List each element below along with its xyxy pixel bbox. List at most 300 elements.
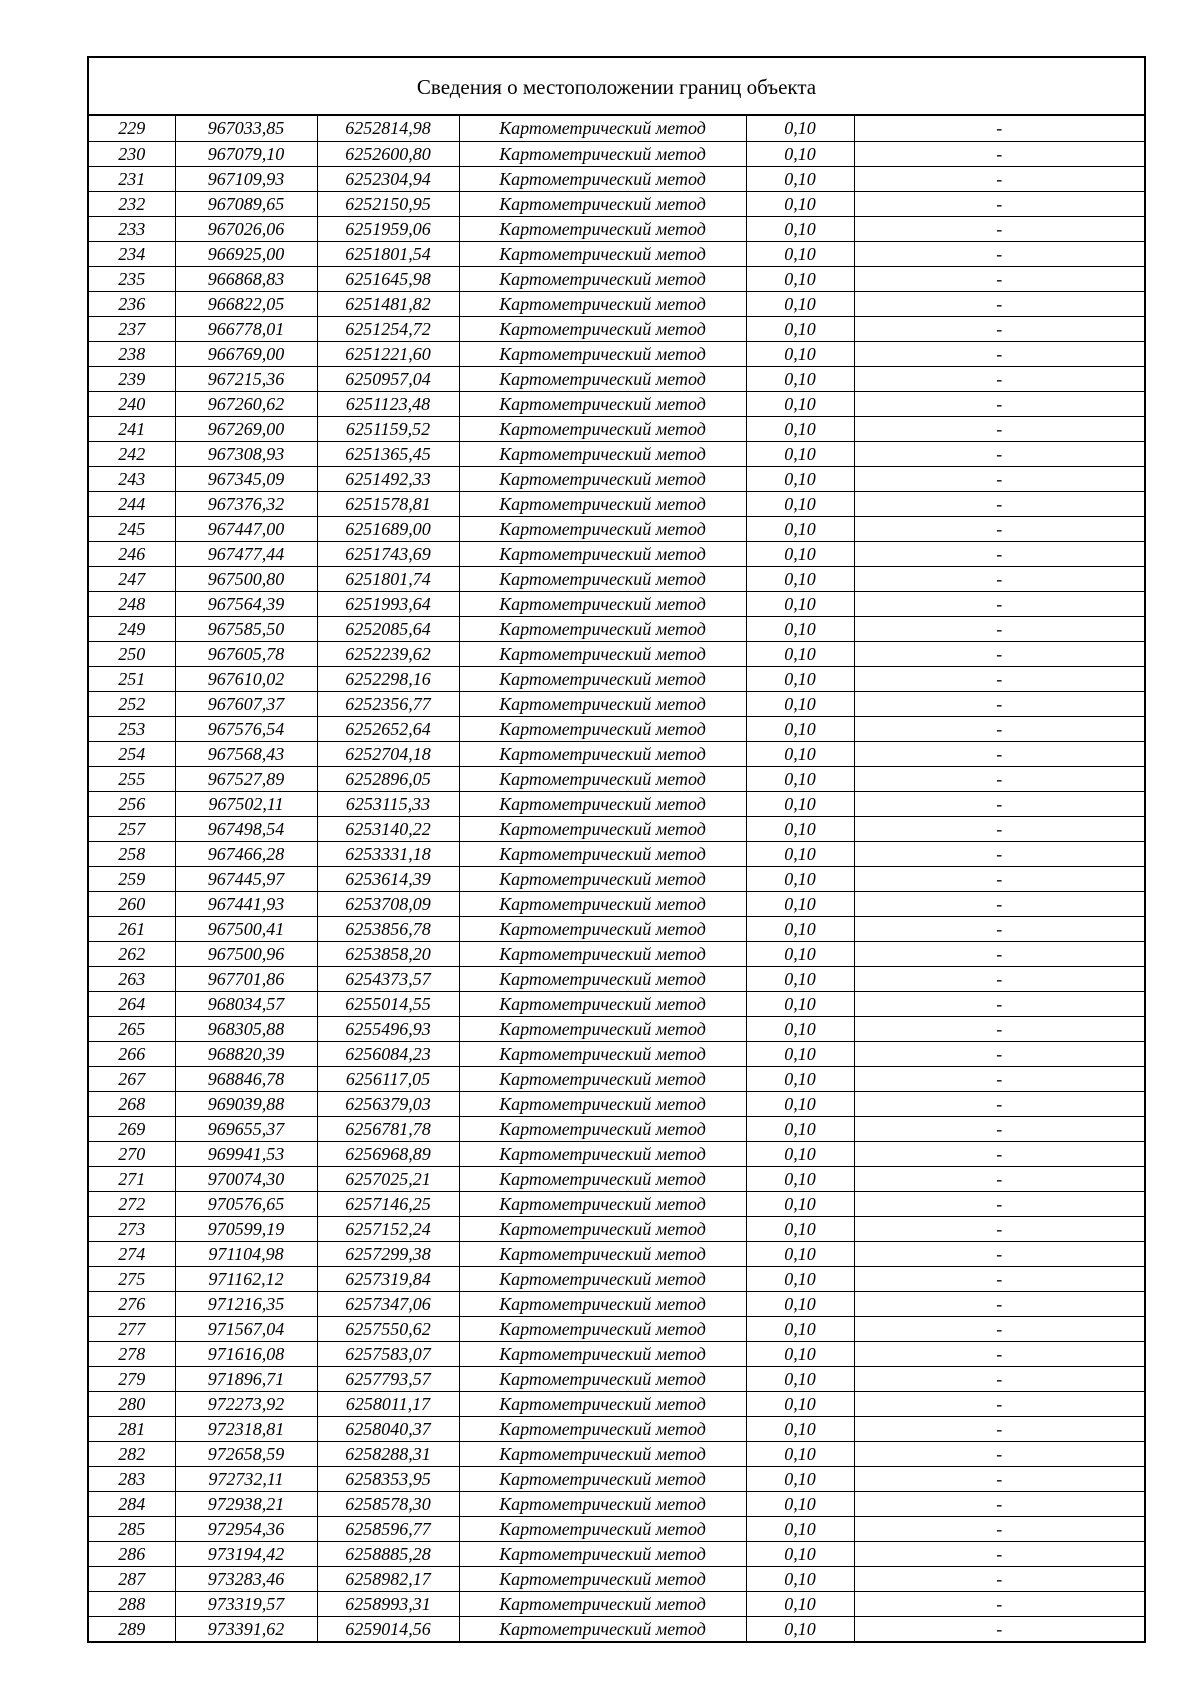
point-number-cell: 263 [89,966,175,991]
accuracy-cell: 0,10 [746,916,854,941]
y-coordinate-cell: 6252814,98 [317,116,459,141]
point-number-cell: 253 [89,716,175,741]
method-cell: Картометрический метод [459,841,746,866]
y-coordinate-cell: 6251221,60 [317,341,459,366]
accuracy-cell: 0,10 [746,441,854,466]
point-number-cell: 241 [89,416,175,441]
table-row [89,216,1144,241]
x-coordinate-cell: 966769,00 [175,341,317,366]
table-row [89,1266,1144,1291]
point-number-cell: 288 [89,1591,175,1616]
x-coordinate-cell: 967376,32 [175,491,317,516]
table-row [89,766,1144,791]
point-number-cell: 280 [89,1391,175,1416]
accuracy-cell: 0,10 [746,1191,854,1216]
y-coordinate-cell: 6257550,62 [317,1316,459,1341]
y-coordinate-cell: 6253331,18 [317,841,459,866]
y-coordinate-cell: 6257152,24 [317,1216,459,1241]
y-coordinate-cell: 6251481,82 [317,291,459,316]
table-row [89,641,1144,666]
accuracy-cell: 0,10 [746,1591,854,1616]
y-coordinate-cell: 6256968,89 [317,1141,459,1166]
x-coordinate-cell: 967033,85 [175,116,317,141]
method-cell: Картометрический метод [459,666,746,691]
point-number-cell: 275 [89,1266,175,1291]
table-row [89,1566,1144,1591]
table-row [89,341,1144,366]
note-cell: - [854,666,1144,691]
accuracy-cell: 0,10 [746,491,854,516]
x-coordinate-cell: 972732,11 [175,1466,317,1491]
method-cell: Картометрический метод [459,1541,746,1566]
x-coordinate-cell: 967500,41 [175,916,317,941]
note-cell: - [854,991,1144,1016]
method-cell: Картометрический метод [459,541,746,566]
y-coordinate-cell: 6251578,81 [317,491,459,516]
point-number-cell: 289 [89,1616,175,1641]
table-row [89,1291,1144,1316]
y-coordinate-cell: 6258011,17 [317,1391,459,1416]
y-coordinate-cell: 6257299,38 [317,1241,459,1266]
accuracy-cell: 0,10 [746,866,854,891]
method-cell: Картометрический метод [459,216,746,241]
accuracy-cell: 0,10 [746,841,854,866]
table-row [89,1216,1144,1241]
x-coordinate-cell: 966778,01 [175,316,317,341]
table-row [89,1116,1144,1141]
y-coordinate-cell: 6257347,06 [317,1291,459,1316]
table-row [89,1416,1144,1441]
y-coordinate-cell: 6257583,07 [317,1341,459,1366]
y-coordinate-cell: 6253614,39 [317,866,459,891]
point-number-cell: 267 [89,1066,175,1091]
table-row [89,1141,1144,1166]
table-row [89,1491,1144,1516]
y-coordinate-cell: 6258993,31 [317,1591,459,1616]
table-row [89,1016,1144,1041]
table-row [89,1066,1144,1091]
table-row [89,1616,1144,1641]
note-cell: - [854,1266,1144,1291]
table-row [89,266,1144,291]
accuracy-cell: 0,10 [746,666,854,691]
y-coordinate-cell: 6251689,00 [317,516,459,541]
table-row [89,691,1144,716]
method-cell: Картометрический метод [459,1466,746,1491]
table-row [89,1541,1144,1566]
point-number-cell: 276 [89,1291,175,1316]
y-coordinate-cell: 6251254,72 [317,316,459,341]
method-cell: Картометрический метод [459,1516,746,1541]
table-row [89,366,1144,391]
point-number-cell: 286 [89,1541,175,1566]
y-coordinate-cell: 6255496,93 [317,1016,459,1041]
accuracy-cell: 0,10 [746,1266,854,1291]
x-coordinate-cell: 969039,88 [175,1091,317,1116]
y-coordinate-cell: 6258596,77 [317,1516,459,1541]
note-cell: - [854,1341,1144,1366]
x-coordinate-cell: 967527,89 [175,766,317,791]
accuracy-cell: 0,10 [746,316,854,341]
y-coordinate-cell: 6251492,33 [317,466,459,491]
point-number-cell: 269 [89,1116,175,1141]
point-number-cell: 236 [89,291,175,316]
point-number-cell: 251 [89,666,175,691]
y-coordinate-cell: 6251159,52 [317,416,459,441]
point-number-cell: 239 [89,366,175,391]
y-coordinate-cell: 6257793,57 [317,1366,459,1391]
method-cell: Картометрический метод [459,416,746,441]
method-cell: Картометрический метод [459,1191,746,1216]
method-cell: Картометрический метод [459,266,746,291]
x-coordinate-cell: 967345,09 [175,466,317,491]
note-cell: - [854,691,1144,716]
y-coordinate-cell: 6256379,03 [317,1091,459,1116]
accuracy-cell: 0,10 [746,1566,854,1591]
y-coordinate-cell: 6252600,80 [317,141,459,166]
y-coordinate-cell: 6253115,33 [317,791,459,816]
method-cell: Картометрический метод [459,616,746,641]
table-row [89,916,1144,941]
point-number-cell: 257 [89,816,175,841]
point-number-cell: 262 [89,941,175,966]
accuracy-cell: 0,10 [746,941,854,966]
method-cell: Картометрический метод [459,766,746,791]
point-number-cell: 278 [89,1341,175,1366]
x-coordinate-cell: 966868,83 [175,266,317,291]
accuracy-cell: 0,10 [746,716,854,741]
x-coordinate-cell: 967269,00 [175,416,317,441]
x-coordinate-cell: 967089,65 [175,191,317,216]
note-cell: - [854,241,1144,266]
y-coordinate-cell: 6251993,64 [317,591,459,616]
y-coordinate-cell: 6255014,55 [317,991,459,1016]
point-number-cell: 238 [89,341,175,366]
x-coordinate-cell: 968034,57 [175,991,317,1016]
y-coordinate-cell: 6252356,77 [317,691,459,716]
note-cell: - [854,1466,1144,1491]
point-number-cell: 261 [89,916,175,941]
x-coordinate-cell: 973194,42 [175,1541,317,1566]
note-cell: - [854,816,1144,841]
note-cell: - [854,216,1144,241]
point-number-cell: 282 [89,1441,175,1466]
table-row [89,591,1144,616]
x-coordinate-cell: 966925,00 [175,241,317,266]
method-cell: Картометрический метод [459,941,746,966]
point-number-cell: 249 [89,616,175,641]
note-cell: - [854,1566,1144,1591]
note-cell: - [854,766,1144,791]
x-coordinate-cell: 970599,19 [175,1216,317,1241]
point-number-cell: 250 [89,641,175,666]
accuracy-cell: 0,10 [746,1116,854,1141]
method-cell: Картометрический метод [459,1416,746,1441]
method-cell: Картометрический метод [459,516,746,541]
note-cell: - [854,566,1144,591]
method-cell: Картометрический метод [459,1316,746,1341]
method-cell: Картометрический метод [459,441,746,466]
point-number-cell: 266 [89,1041,175,1066]
point-number-cell: 256 [89,791,175,816]
y-coordinate-cell: 6258288,31 [317,1441,459,1466]
x-coordinate-cell: 972318,81 [175,1416,317,1441]
note-cell: - [854,266,1144,291]
method-cell: Картометрический метод [459,1366,746,1391]
method-cell: Картометрический метод [459,1341,746,1366]
accuracy-cell: 0,10 [746,1491,854,1516]
accuracy-cell: 0,10 [746,766,854,791]
x-coordinate-cell: 967564,39 [175,591,317,616]
accuracy-cell: 0,10 [746,1066,854,1091]
accuracy-cell: 0,10 [746,216,854,241]
x-coordinate-cell: 968820,39 [175,1041,317,1066]
document-title: Сведения о местоположении границ объекта [89,58,1144,116]
x-coordinate-cell: 967260,62 [175,391,317,416]
y-coordinate-cell: 6251645,98 [317,266,459,291]
x-coordinate-cell: 971896,71 [175,1366,317,1391]
note-cell: - [854,141,1144,166]
note-cell: - [854,1416,1144,1441]
table-row [89,1341,1144,1366]
method-cell: Картометрический метод [459,291,746,316]
point-number-cell: 245 [89,516,175,541]
y-coordinate-cell: 6253708,09 [317,891,459,916]
y-coordinate-cell: 6252304,94 [317,166,459,191]
point-number-cell: 277 [89,1316,175,1341]
table-row [89,1241,1144,1266]
x-coordinate-cell: 967477,44 [175,541,317,566]
note-cell: - [854,591,1144,616]
table-row [89,1166,1144,1191]
method-cell: Картометрический метод [459,1291,746,1316]
x-coordinate-cell: 967215,36 [175,366,317,391]
note-cell: - [854,191,1144,216]
x-coordinate-cell: 971567,04 [175,1316,317,1341]
note-cell: - [854,891,1144,916]
method-cell: Картометрический метод [459,891,746,916]
table-row [89,1041,1144,1066]
y-coordinate-cell: 6252239,62 [317,641,459,666]
method-cell: Картометрический метод [459,166,746,191]
y-coordinate-cell: 6256084,23 [317,1041,459,1066]
note-cell: - [854,441,1144,466]
y-coordinate-cell: 6257146,25 [317,1191,459,1216]
method-cell: Картометрический метод [459,1441,746,1466]
note-cell: - [854,291,1144,316]
y-coordinate-cell: 6252298,16 [317,666,459,691]
x-coordinate-cell: 966822,05 [175,291,317,316]
accuracy-cell: 0,10 [746,1391,854,1416]
point-number-cell: 247 [89,566,175,591]
boundary-table-document [87,56,1146,1643]
note-cell: - [854,1591,1144,1616]
point-number-cell: 287 [89,1566,175,1591]
method-cell: Картометрический метод [459,1141,746,1166]
point-number-cell: 284 [89,1491,175,1516]
table-row [89,891,1144,916]
point-number-cell: 273 [89,1216,175,1241]
x-coordinate-cell: 967502,11 [175,791,317,816]
x-coordinate-cell: 967308,93 [175,441,317,466]
accuracy-cell: 0,10 [746,991,854,1016]
y-coordinate-cell: 6251123,48 [317,391,459,416]
accuracy-cell: 0,10 [746,1441,854,1466]
accuracy-cell: 0,10 [746,1616,854,1641]
y-coordinate-cell: 6257319,84 [317,1266,459,1291]
y-coordinate-cell: 6251743,69 [317,541,459,566]
accuracy-cell: 0,10 [746,891,854,916]
note-cell: - [854,1141,1144,1166]
table-row [89,791,1144,816]
method-cell: Картометрический метод [459,591,746,616]
accuracy-cell: 0,10 [746,691,854,716]
point-number-cell: 242 [89,441,175,466]
point-number-cell: 272 [89,1191,175,1216]
table-row [89,191,1144,216]
point-number-cell: 248 [89,591,175,616]
table-row [89,1366,1144,1391]
y-coordinate-cell: 6252150,95 [317,191,459,216]
point-number-cell: 268 [89,1091,175,1116]
table-row [89,1516,1144,1541]
x-coordinate-cell: 967109,93 [175,166,317,191]
table-row [89,491,1144,516]
table-row [89,141,1144,166]
x-coordinate-cell: 972938,21 [175,1491,317,1516]
table-row [89,1091,1144,1116]
note-cell: - [854,166,1144,191]
note-cell: - [854,916,1144,941]
method-cell: Картометрический метод [459,566,746,591]
table-row [89,1316,1144,1341]
note-cell: - [854,1316,1144,1341]
accuracy-cell: 0,10 [746,366,854,391]
accuracy-cell: 0,10 [746,516,854,541]
method-cell: Картометрический метод [459,391,746,416]
y-coordinate-cell: 6252085,64 [317,616,459,641]
point-number-cell: 271 [89,1166,175,1191]
point-number-cell: 279 [89,1366,175,1391]
y-coordinate-cell: 6253140,22 [317,816,459,841]
accuracy-cell: 0,10 [746,191,854,216]
x-coordinate-cell: 967605,78 [175,641,317,666]
x-coordinate-cell: 967466,28 [175,841,317,866]
note-cell: - [854,1116,1144,1141]
method-cell: Картометрический метод [459,1566,746,1591]
point-number-cell: 246 [89,541,175,566]
note-cell: - [854,1166,1144,1191]
point-number-cell: 270 [89,1141,175,1166]
accuracy-cell: 0,10 [746,1516,854,1541]
note-cell: - [854,1516,1144,1541]
y-coordinate-cell: 6253856,78 [317,916,459,941]
note-cell: - [854,1391,1144,1416]
accuracy-cell: 0,10 [746,291,854,316]
y-coordinate-cell: 6251801,74 [317,566,459,591]
note-cell: - [854,1066,1144,1091]
x-coordinate-cell: 971162,12 [175,1266,317,1291]
accuracy-cell: 0,10 [746,816,854,841]
note-cell: - [854,1366,1144,1391]
table-row [89,541,1144,566]
method-cell: Картометрический метод [459,1241,746,1266]
x-coordinate-cell: 969941,53 [175,1141,317,1166]
table-row [89,316,1144,341]
x-coordinate-cell: 967500,96 [175,941,317,966]
accuracy-cell: 0,10 [746,1216,854,1241]
table-row [89,1591,1144,1616]
y-coordinate-cell: 6258040,37 [317,1416,459,1441]
note-cell: - [854,866,1144,891]
table-row [89,466,1144,491]
accuracy-cell: 0,10 [746,266,854,291]
accuracy-cell: 0,10 [746,466,854,491]
method-cell: Картометрический метод [459,366,746,391]
note-cell: - [854,716,1144,741]
note-cell: - [854,641,1144,666]
accuracy-cell: 0,10 [746,566,854,591]
accuracy-cell: 0,10 [746,141,854,166]
note-cell: - [854,741,1144,766]
point-number-cell: 252 [89,691,175,716]
table-row [89,741,1144,766]
method-cell: Картометрический метод [459,1016,746,1041]
accuracy-cell: 0,10 [746,1541,854,1566]
y-coordinate-cell: 6252652,64 [317,716,459,741]
accuracy-cell: 0,10 [746,1416,854,1441]
x-coordinate-cell: 967447,00 [175,516,317,541]
point-number-cell: 258 [89,841,175,866]
note-cell: - [854,1216,1144,1241]
y-coordinate-cell: 6256781,78 [317,1116,459,1141]
point-number-cell: 283 [89,1466,175,1491]
accuracy-cell: 0,10 [746,641,854,666]
point-number-cell: 233 [89,216,175,241]
y-coordinate-cell: 6257025,21 [317,1166,459,1191]
table-row [89,991,1144,1016]
note-cell: - [854,491,1144,516]
method-cell: Картометрический метод [459,241,746,266]
y-coordinate-cell: 6256117,05 [317,1066,459,1091]
method-cell: Картометрический метод [459,1266,746,1291]
x-coordinate-cell: 967610,02 [175,666,317,691]
accuracy-cell: 0,10 [746,966,854,991]
point-number-cell: 260 [89,891,175,916]
table-row [89,1391,1144,1416]
y-coordinate-cell: 6254373,57 [317,966,459,991]
method-cell: Картометрический метод [459,341,746,366]
method-cell: Картометрический метод [459,641,746,666]
method-cell: Картометрический метод [459,816,746,841]
method-cell: Картометрический метод [459,966,746,991]
point-number-cell: 230 [89,141,175,166]
note-cell: - [854,316,1144,341]
accuracy-cell: 0,10 [746,1291,854,1316]
point-number-cell: 265 [89,1016,175,1041]
note-cell: - [854,616,1144,641]
table-row [89,291,1144,316]
table-row [89,391,1144,416]
accuracy-cell: 0,10 [746,416,854,441]
x-coordinate-cell: 967500,80 [175,566,317,591]
point-number-cell: 235 [89,266,175,291]
table-row [89,241,1144,266]
note-cell: - [854,341,1144,366]
y-coordinate-cell: 6258885,28 [317,1541,459,1566]
accuracy-cell: 0,10 [746,616,854,641]
point-number-cell: 254 [89,741,175,766]
